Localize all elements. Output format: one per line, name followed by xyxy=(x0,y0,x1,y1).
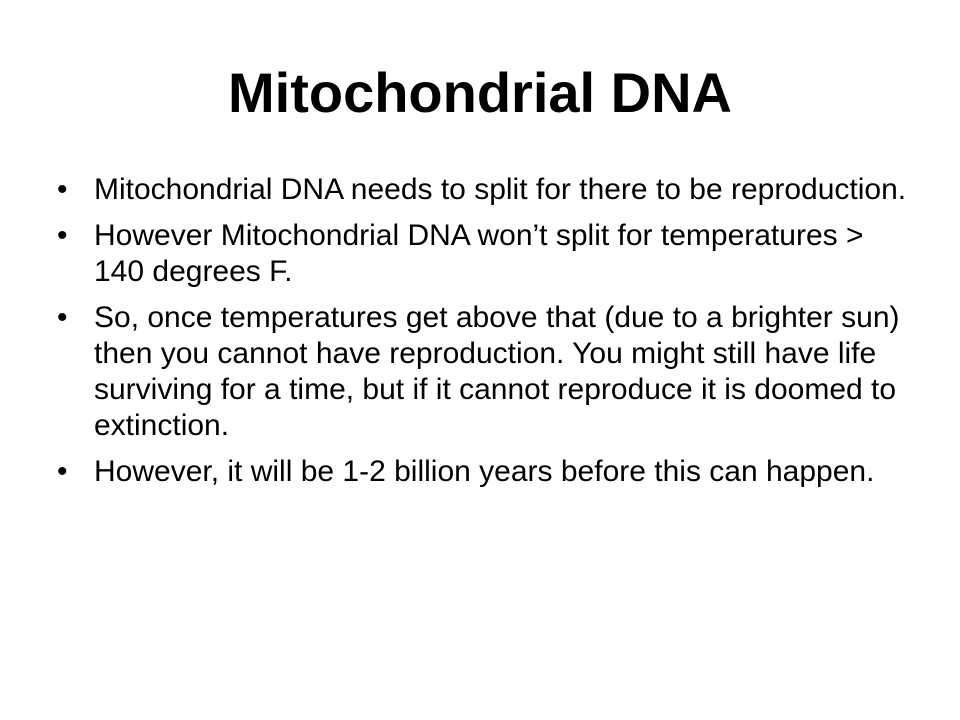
slide-title: Mitochondrial DNA xyxy=(228,61,732,124)
bullet-item xyxy=(57,172,917,208)
bullet-list xyxy=(57,172,917,500)
bullet-marker: • xyxy=(57,219,68,252)
bullet-text: Mitochondrial DNA needs to split for there to be reproduction. xyxy=(94,173,907,206)
bullet-item xyxy=(57,218,917,290)
bullet-item xyxy=(57,300,917,444)
bullet-marker: • xyxy=(57,301,68,334)
bullet-text: However Mitochondrial DNA won’t split for temperatures > 140 degrees F. xyxy=(94,219,864,288)
bullet-text: So, once temperatures get above that (due to a brighter sun) then you cannot have reproduction. You might still have life surviving for a time, but if it cannot reproduce it is doomed to extinction. xyxy=(94,301,900,442)
bullet-text: However, it will be 1-2 billion years before this can happen. xyxy=(94,455,875,488)
bullet-item xyxy=(57,454,917,490)
bullet-marker: • xyxy=(57,455,68,488)
bullet-marker: • xyxy=(57,173,68,206)
